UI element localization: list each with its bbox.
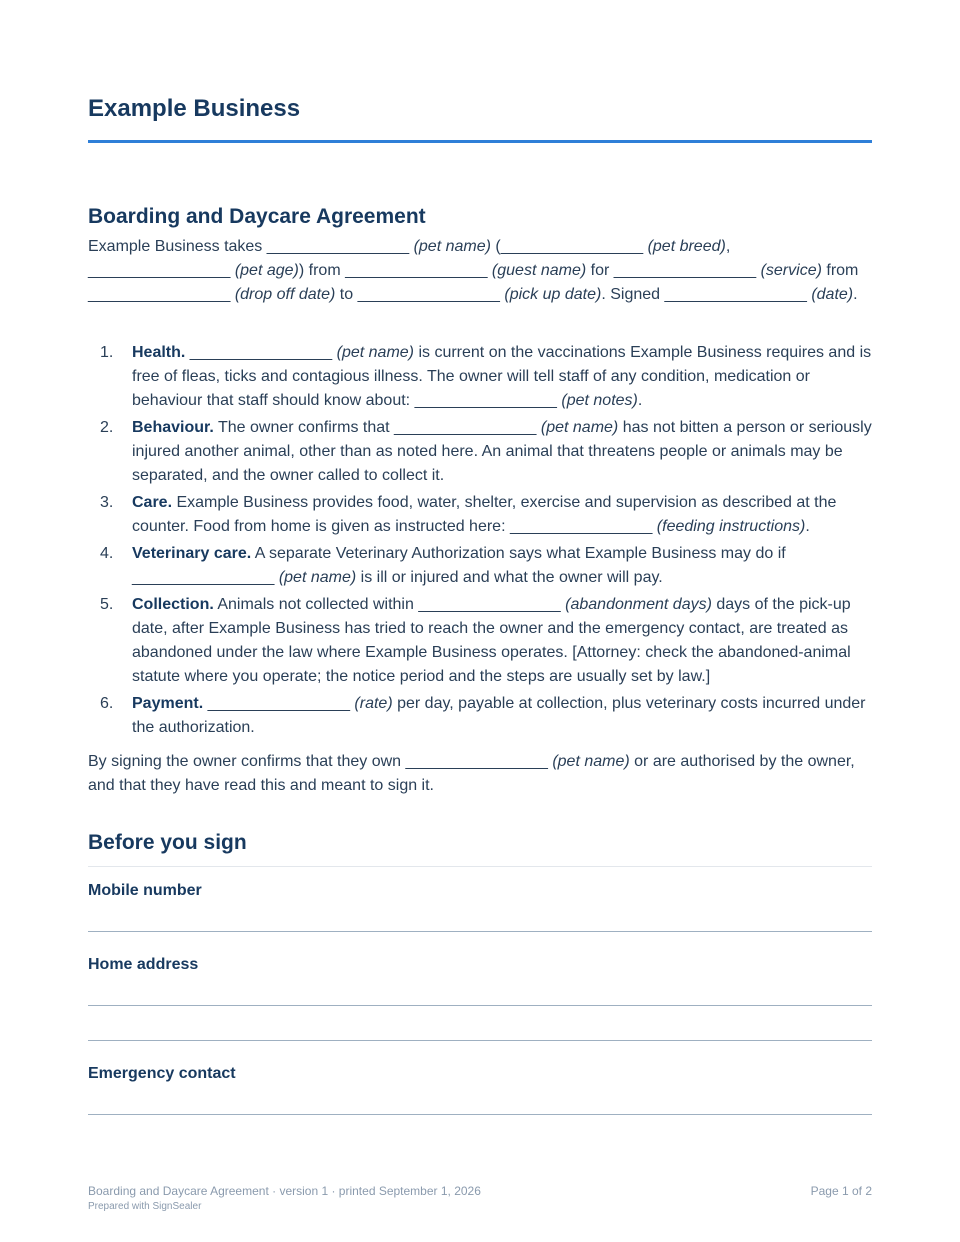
section-divider xyxy=(88,866,872,867)
clause-heading: Behaviour. xyxy=(132,419,214,436)
intro-paragraph xyxy=(88,235,872,307)
pet-name-blank[interactable]: ________________ xyxy=(405,753,548,770)
rate-blank[interactable]: ________________ xyxy=(207,695,350,712)
pet-name-hint: (pet name) xyxy=(278,569,357,586)
clause-heading: Veterinary care. xyxy=(132,545,252,562)
intro-text: from xyxy=(821,262,859,279)
clause-text: Animals not collected within xyxy=(213,596,419,613)
intro-text: ( xyxy=(490,238,501,255)
clause-heading: Health. xyxy=(132,344,186,361)
pet-name-blank[interactable]: ________________ xyxy=(394,419,537,436)
pet-age-hint: (pet age) xyxy=(234,262,299,279)
clause-text: is ill or injured and what the owner will pay. xyxy=(356,569,663,586)
clause-number: 2. xyxy=(100,419,114,436)
clause-payment xyxy=(88,692,872,740)
pet-notes-blank[interactable]: ________________ xyxy=(414,392,557,409)
intro-text: Example Business takes xyxy=(88,238,267,255)
clause-text: Example Business provides food, water, shelter, exercise and supervision as described at the counter. Food from home is given as instructed here: xyxy=(132,494,837,535)
drop-off-date-blank[interactable]: ________________ xyxy=(88,286,231,303)
clause-text: . xyxy=(805,518,810,535)
pet-breed-blank[interactable]: ________________ xyxy=(500,238,644,255)
intro-text: ) from xyxy=(298,262,346,279)
pet-age-blank[interactable]: ________________ xyxy=(88,262,231,279)
clause-veterinary-care xyxy=(88,542,872,590)
business-name: Example Business xyxy=(88,95,301,122)
pet-name-hint: (pet name) xyxy=(336,344,414,361)
clause-text: The owner confirms that xyxy=(213,419,395,436)
pet-name-hint: (pet name) xyxy=(540,419,619,436)
feeding-instructions-blank[interactable]: ________________ xyxy=(509,518,653,535)
clause-number: 3. xyxy=(100,494,114,511)
header-divider xyxy=(88,140,872,143)
intro-text: to xyxy=(335,286,358,303)
clause-heading: Care. xyxy=(132,494,173,511)
emergency-contact-label: Emergency contact xyxy=(88,1065,236,1082)
clause-text: days of the pick-up date, after Example Business has tried to reach the owner and the emergency contact, are treated as abandoned under the law where Example Business operates. [Attorney: check the abandoned-animal statute where you operate; the notice period and the steps are usually set by law.] xyxy=(132,596,851,685)
pet-notes-hint: (pet notes) xyxy=(561,392,638,409)
clause-number: 4. xyxy=(100,545,114,562)
home-address-field-line-1[interactable] xyxy=(88,1005,872,1006)
clause-text: has not bitten a person or seriously injured another animal, other than as noted here. An animal that threatens people or animals may be separated, and the owner called to collect it. xyxy=(132,419,872,484)
pet-name-blank[interactable]: ________________ xyxy=(132,569,275,586)
rate-hint: (rate) xyxy=(354,695,393,712)
home-address-label: Home address xyxy=(88,956,199,973)
closing-text: By signing the owner confirms that they own xyxy=(88,753,406,770)
pick-up-date-hint: (pick up date) xyxy=(504,286,602,303)
clause-text: is current on the vaccinations Example Business requires and is free of fleas, ticks and contagious illness. The owner will tell staff of any condition, medication or behaviour that staff should know about: xyxy=(132,344,872,409)
signed-date-hint: (date) xyxy=(811,286,854,303)
clause-list xyxy=(88,341,872,743)
guest-name-hint: (guest name) xyxy=(491,262,587,279)
mobile-number-label: Mobile number xyxy=(88,882,202,899)
clause-number: 6. xyxy=(100,695,114,712)
clause-text: A separate Veterinary Authorization says what Example Business may do if xyxy=(251,545,786,562)
intro-text: for xyxy=(586,262,614,279)
service-blank[interactable]: ________________ xyxy=(613,262,757,279)
feeding-instructions-hint: (feeding instructions) xyxy=(656,518,806,535)
clause-text: . xyxy=(637,392,643,409)
clause-behaviour xyxy=(88,416,872,488)
pet-name-blank[interactable]: ________________ xyxy=(189,344,333,361)
emergency-contact-field[interactable] xyxy=(88,1114,872,1115)
clause-text: per day, payable at collection, plus veterinary costs incurred under the authorization. xyxy=(132,695,866,736)
clause-health xyxy=(88,341,872,413)
abandonment-days-hint: (abandonment days) xyxy=(565,596,712,613)
clause-number: 5. xyxy=(100,596,114,613)
clause-heading: Collection. xyxy=(132,596,214,613)
pick-up-date-blank[interactable]: ________________ xyxy=(357,286,500,303)
signed-date-blank[interactable]: ________________ xyxy=(664,286,807,303)
agreement-title: Boarding and Daycare Agreement xyxy=(88,205,426,228)
footer-document-info: Boarding and Daycare Agreement · version 1 · printed September 1, 2026 xyxy=(88,1184,481,1198)
mobile-number-field[interactable] xyxy=(88,931,872,932)
intro-text: , xyxy=(725,238,731,255)
clause-heading: Payment. xyxy=(132,695,204,712)
closing-text: or are authorised by the owner, and that they have read this and meant to sign it. xyxy=(88,753,855,794)
pet-name-hint: (pet name) xyxy=(413,238,491,255)
before-you-sign-title: Before you sign xyxy=(88,831,247,854)
intro-text: . xyxy=(853,286,858,303)
clause-collection xyxy=(88,593,872,689)
footer-prepared-with: Prepared with SignSealer xyxy=(88,1201,202,1212)
pet-name-hint: (pet name) xyxy=(552,753,630,770)
footer-page-number: Page 1 of 2 xyxy=(810,1184,872,1198)
service-hint: (service) xyxy=(760,262,822,279)
intro-text: . Signed xyxy=(601,286,665,303)
drop-off-date-hint: (drop off date) xyxy=(234,286,336,303)
pet-breed-hint: (pet breed) xyxy=(647,238,726,255)
closing-paragraph xyxy=(88,750,872,798)
clause-number: 1. xyxy=(100,344,114,361)
guest-name-blank[interactable]: ________________ xyxy=(345,262,488,279)
pet-name-blank[interactable]: ________________ xyxy=(266,238,410,255)
clause-care xyxy=(88,491,872,539)
abandonment-days-blank[interactable]: ________________ xyxy=(418,596,561,613)
home-address-field-line-2[interactable] xyxy=(88,1040,872,1041)
